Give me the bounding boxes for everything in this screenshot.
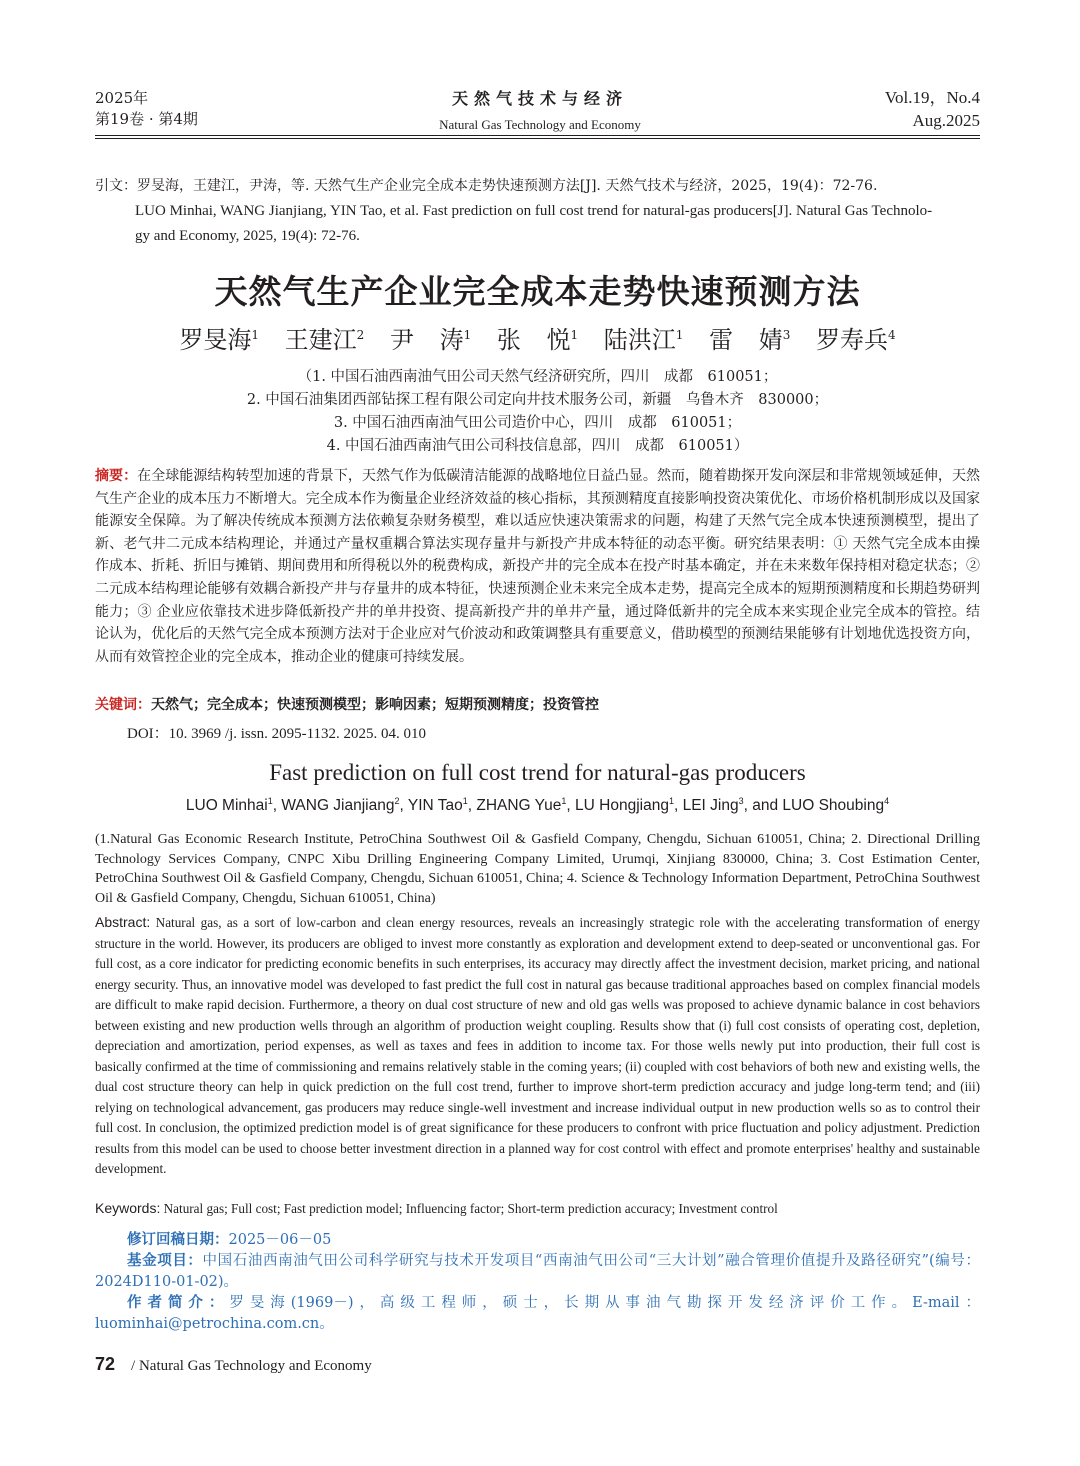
footer-journal: / Natural Gas Technology and Economy — [131, 1358, 372, 1374]
abstract-cn-label: 摘要： — [95, 468, 138, 484]
author-cn-name: 罗旻海 — [179, 326, 252, 354]
author-en-separator: , — [566, 797, 576, 815]
author-cn-affiliation-number: 1 — [463, 328, 472, 342]
fund-text: 中国石油西南油气田公司科学研究与技术开发项目“西南油气田公司“三大计划”融合管理价值提升及路径研究”(编号：2024D110-01-02)。 — [95, 1253, 980, 1290]
header-rule-top — [95, 135, 980, 136]
affiliations-en: (1.Natural Gas Economic Research Institute, PetroChina Southwest Oil & Gasfield Company, Chengdu, Sichuan 610051, China; 2. Directional Drilling Technology Services Company, CNPC Xibu Drilling Engineering Company Limited, Urumqi, Xinjiang 830000, China; 3. Cost Estimation Center, PetroChina Southwest Oil & Gasfield Company, Chengdu, Sichuan 610051, China; 4. Science & Technology Information Department, PetroChina Southwest Oil & Gasfield Company, Chengdu, Sichuan 610051, China) — [95, 832, 980, 906]
author-cn-affiliation-number: 1 — [570, 328, 579, 342]
author-cn — [816, 326, 896, 354]
journal-title-cn: 天然气技术与经济 — [451, 89, 628, 108]
affiliation-cn-line: （1. 中国石油西南油气田公司天然气经济研究所，四川 成都 610051； — [297, 369, 778, 385]
doi: DOI：10. 3969 /j. issn. 2095-1132. 2025. 04. 010 — [127, 726, 427, 742]
page-number: 72 — [95, 1354, 116, 1374]
author-en-affiliation-number: 1 — [267, 796, 273, 806]
abstract-en — [95, 912, 980, 1180]
affiliation-cn-line: 4. 中国石油西南油气田公司科技信息部，四川 成都 610051） — [326, 438, 749, 454]
author-note — [95, 1293, 980, 1335]
affiliation-cn-line: 3. 中国石油西南油气田公司造价中心，四川 成都 610051； — [333, 415, 742, 431]
author-en-name: LUO Minhai — [185, 797, 268, 815]
keywords-en-text: Natural gas; Full cost; Fast prediction model; Influencing factor; Short-term prediction accuracy; Investment control — [163, 1201, 778, 1216]
author-en-affiliation-number: 1 — [462, 796, 468, 806]
header-volume-issue: 第19卷 · 第4期 — [95, 110, 198, 128]
author-cn — [390, 326, 471, 354]
title-cn: 天然气生产企业完全成本走势快速预测方法 — [214, 272, 861, 311]
title-en: Fast prediction on full cost trend for natural-gas producers — [269, 760, 806, 785]
revised-date-label: 修订回稿日期： — [127, 1232, 229, 1248]
author-en-separator: , — [673, 797, 683, 815]
author-cn-name: 罗寿兵 — [815, 326, 888, 354]
author-en-affiliation-number: 3 — [738, 796, 744, 806]
author-cn-name: 王建江 — [284, 326, 357, 354]
abstract-cn-text: 在全球能源结构转型加速的背景下，天然气作为低碳清洁能源的战略地位日益凸显。然而，随着勘探开发向深层和非常规领域延伸，天然气生产企业的成本压力不断增大。完全成本作为衡量企业经济效益的核心指标，其预测精度直接影响投资决策优化、市场价格机制形成以及国家能源安全保障。为了解决传统成本预测方法依赖复杂财务模型，难以适应快速决策需求的问题，构建了天然气完全成本快速预测模型，提出了新、老气井二元成本结构理论，并通过产量权重耦合算法实现存量井与新投产井成本特征的动态平衡。研究结果表明：① 天然气完全成本由操作成本、折耗、折旧与摊销、期间费用和所得税以外的税费构成，新投产井的完全成本在投产时基本确定，并在未来数年保持相对稳定状态；② 二元成本结构理论能够有效耦合新投产井与存量井的成本特征，快速预测企业未来完全成本走势，提高完全成本的短期预测精度和长期趋势研判能力；③ 企业应依靠技术进步降低新投产井的单井投资、提高新投产井的单井产量，通过降低新井的完全成本来实现企业完全成本的管控。结论认为，优化后的天然气完全成本预测方法对于企业应对气价波动和政策调整具有重要意义，借助模型的预测结果能够有计划地优选投资方向，从而有效管控企业的完全成本，推动企业的健康可持续发展。 — [95, 468, 981, 665]
author-en-affiliation-number: 2 — [394, 796, 400, 806]
author-en-affiliation-number: 1 — [561, 796, 567, 806]
header-journal — [340, 86, 740, 133]
authors-cn — [95, 320, 980, 355]
author-cn — [179, 326, 259, 354]
keywords-cn — [95, 694, 980, 714]
author-en-affiliation-number: 4 — [884, 796, 890, 806]
author-bio-label: 作者简介： — [127, 1295, 230, 1311]
author-en-name: LUO Shoubing — [782, 797, 885, 815]
citation-cn: 引文：罗旻海，王建江，尹涛，等. 天然气生产企业完全成本走势快速预测方法[J]. 天然气技术与经济，2025，19(4)：72-76. — [95, 178, 878, 194]
citation-block — [95, 174, 980, 249]
citation-en-line1: LUO Minhai, WANG Jianjiang, YIN Tao, et al. Fast prediction on full cost trend for natural-gas producers[J]. Natural Gas Technolo- — [135, 203, 933, 219]
author-cn-affiliation-number: 3 — [782, 328, 791, 342]
citation-en-line2: gy and Economy, 2025, 19(4): 72-76. — [135, 228, 360, 244]
keywords-en — [95, 1200, 980, 1217]
header-vol-en: Vol.19，No.4 — [884, 88, 980, 107]
author-cn-affiliation-number: 4 — [887, 328, 896, 342]
revised-date-text: 2025－06－05 — [228, 1232, 332, 1248]
journal-title-en: Natural Gas Technology and Economy — [439, 117, 641, 132]
footnotes — [95, 1230, 980, 1335]
abstract-en-text: Natural gas, as a sort of low-carbon and clean energy resources, reveals an increasingly strategic role with the accelerating transformation of energy structure in the world. However, its producers are obliged to invest more constantly as exploration and development extend to deep-seated or unconventional gas. For full cost, as a core indicator for predicting economic benefits in such enterprises, its accuracy may directly affect the investment decision, market pricing, and national energy security. Thus, an innovative model was developed to fast predict the full cost in natural gas because traditional approaches based on complex financial models are difficult to make rapid decision. Furthermore, a theory on dual cost structure of new and old gas wells was proposed to achieve dynamic balance in cost behaviors between existing and new production wells through an algorithm of production weight coupling. Results show that (i) full cost consists of operating cost, depletion, depreciation and amortization, period expenses, as well as taxes and fees in addition to income tax. For those wells newly put into production, their full cost is basically confirmed at the time of commissioning and remains relatively stable in the coming years; (ii) coupled with cost behaviors of both new and existing wells, the dual cost structure theory can help in quick prediction on the full cost trend, further to improve short-term prediction accuracy and judge long-term tend; and (iii) relying on technological advancement, gas producers may reduce single-well investment and increase individual output in new production wells so as to control their full cost. In conclusion, the optimized prediction model is of great significance for these producers to confront with price fluctuation and policy adjustment. Prediction results from this model can be used to choose better investment direction in a planned way for cost control with effect and promote enterprises' healthy and sustainable development. — [95, 915, 980, 1176]
author-bio-text: 罗旻海(1969－)，高级工程师，硕士，长期从事油气勘探开发经济评价工作。E-mail：luominhai@petrochina.com.cn。 — [95, 1295, 981, 1332]
header-year: 2025年 — [95, 89, 149, 107]
author-en-name: YIN Tao — [407, 797, 463, 815]
author-en-separator: , — [272, 797, 282, 815]
keywords-cn-label: 关键词： — [95, 697, 151, 713]
header-right — [885, 86, 980, 132]
author-cn-affiliation-number: 1 — [675, 328, 684, 342]
author-cn-name: 陆洪江 — [603, 326, 676, 354]
author-en-affiliation-number: 1 — [668, 796, 674, 806]
author-en-separator: , — [399, 797, 408, 815]
author-en-separator: , — [467, 797, 477, 815]
author-cn-name: 张 悦 — [496, 326, 571, 354]
affiliation-cn-line: 2. 中国石油集团西部钻探工程有限公司定向井技术服务公司，新疆 乌鲁木齐 830000； — [246, 392, 829, 408]
fund-label: 基金项目： — [127, 1253, 203, 1269]
author-cn — [497, 326, 578, 354]
author-en-separator: , and — [743, 797, 783, 815]
abstract-en-label: Abstract: — [95, 914, 151, 930]
author-en-name: LEI Jing — [682, 797, 739, 815]
author-cn-name: 尹 涛 — [389, 326, 464, 354]
author-en-name: ZHANG Yue — [476, 797, 562, 815]
authors-en — [95, 796, 980, 815]
fund-note — [95, 1251, 980, 1293]
author-cn — [604, 326, 684, 354]
author-en-name: WANG Jianjiang — [281, 797, 395, 815]
abstract-cn — [95, 465, 980, 668]
keywords-en-label: Keywords: — [95, 1200, 161, 1216]
affiliations-cn — [95, 366, 980, 458]
author-cn — [285, 326, 365, 354]
page-footer — [95, 1354, 372, 1375]
author-cn-affiliation-number: 1 — [251, 328, 260, 342]
author-cn — [709, 326, 790, 354]
header-left — [95, 88, 198, 130]
header-date-en: Aug.2025 — [912, 111, 980, 130]
author-en-name: LU Hongjiang — [575, 797, 669, 815]
revised-date-note — [95, 1230, 980, 1251]
keywords-cn-text: 天然气；完全成本；快速预测模型；影响因素；短期预测精度；投资管控 — [151, 697, 599, 713]
header-rule-bottom — [95, 138, 980, 139]
author-cn-affiliation-number: 2 — [356, 328, 365, 342]
author-cn-name: 雷 婧 — [709, 326, 783, 354]
